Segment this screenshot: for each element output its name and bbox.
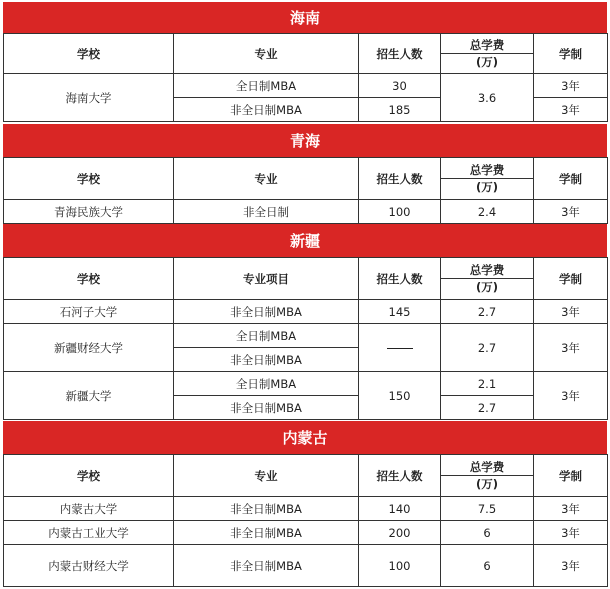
years-cell: 3年 — [534, 300, 608, 324]
table-qinghai — [3, 157, 608, 224]
header-enroll: 招生人数 — [359, 455, 441, 497]
header-fee-unit: (万) — [475, 55, 498, 69]
header-row — [4, 158, 608, 200]
header-fee-unit: (万) — [475, 180, 498, 194]
table-xinjiang — [3, 257, 608, 420]
header-fee-unit: (万) — [475, 477, 498, 491]
years-cell: 3年 — [534, 521, 608, 545]
school-cell: 新疆大学 — [4, 372, 174, 420]
years-cell: 3年 — [534, 497, 608, 521]
section-title: 新疆 — [289, 232, 320, 250]
header-years: 学制 — [534, 34, 608, 74]
fee-cell: 3.6 — [441, 74, 534, 122]
fee-cell: 6 — [441, 521, 534, 545]
section-header-neimenggu — [3, 421, 607, 454]
header-fee-label: 总学费 — [441, 37, 533, 54]
table-row — [4, 74, 608, 98]
table-row — [4, 324, 608, 348]
header-fee — [441, 455, 534, 497]
section-title: 青海 — [289, 132, 320, 150]
enroll-cell: 200 — [359, 521, 441, 545]
fee-cell: 2.1 — [441, 372, 534, 396]
header-fee — [441, 158, 534, 200]
header-school: 学校 — [4, 258, 174, 300]
major-cell: 非全日制MBA — [174, 98, 359, 122]
header-major: 专业 — [174, 455, 359, 497]
table-row — [4, 200, 608, 224]
header-major: 专业 — [174, 34, 359, 74]
school-cell: 新疆财经大学 — [4, 324, 174, 372]
header-fee — [441, 258, 534, 300]
dash-line — [387, 348, 413, 349]
header-fee — [441, 34, 534, 74]
header-enroll: 招生人数 — [359, 158, 441, 200]
header-enroll: 招生人数 — [359, 258, 441, 300]
fee-cell: 2.4 — [441, 200, 534, 224]
school-cell: 内蒙古大学 — [4, 497, 174, 521]
years-cell: 3年 — [534, 324, 608, 372]
header-years: 学制 — [534, 455, 608, 497]
enroll-cell: 100 — [359, 545, 441, 587]
years-cell: 3年 — [534, 372, 608, 420]
major-cell: 全日制MBA — [174, 324, 359, 348]
header-fee-label: 总学费 — [441, 262, 533, 279]
section-title: 内蒙古 — [282, 429, 328, 447]
years-cell: 3年 — [534, 545, 608, 587]
enroll-cell: 30 — [359, 74, 441, 98]
header-fee-label: 总学费 — [441, 459, 533, 476]
fee-cell: 2.7 — [441, 396, 534, 420]
enroll-cell: 100 — [359, 200, 441, 224]
header-row — [4, 34, 608, 74]
fee-cell: 6 — [441, 545, 534, 587]
major-cell: 非全日制 — [174, 200, 359, 224]
table-row — [4, 372, 608, 396]
school-cell: 海南大学 — [4, 74, 174, 122]
years-cell: 3年 — [534, 98, 608, 122]
major-cell: 全日制MBA — [174, 74, 359, 98]
years-cell: 3年 — [534, 74, 608, 98]
enroll-cell: 140 — [359, 497, 441, 521]
major-cell: 非全日制MBA — [174, 348, 359, 372]
section-header-hainan — [3, 2, 607, 33]
school-cell: 内蒙古财经大学 — [4, 545, 174, 587]
header-years: 学制 — [534, 158, 608, 200]
enroll-cell: 185 — [359, 98, 441, 122]
header-major: 专业项目 — [174, 258, 359, 300]
fee-cell: 2.7 — [441, 324, 534, 372]
header-school: 学校 — [4, 455, 174, 497]
table-row — [4, 497, 608, 521]
table-row — [4, 521, 608, 545]
major-cell: 非全日制MBA — [174, 300, 359, 324]
school-cell: 石河子大学 — [4, 300, 174, 324]
header-school: 学校 — [4, 158, 174, 200]
major-cell: 非全日制MBA — [174, 497, 359, 521]
table-row — [4, 545, 608, 587]
header-row — [4, 258, 608, 300]
header-fee-unit: (万) — [475, 280, 498, 294]
major-cell: 非全日制MBA — [174, 396, 359, 420]
header-fee-label: 总学费 — [441, 162, 533, 179]
section-header-qinghai — [3, 124, 607, 157]
major-cell: 非全日制MBA — [174, 521, 359, 545]
major-cell: 全日制MBA — [174, 372, 359, 396]
header-row — [4, 455, 608, 497]
years-cell: 3年 — [534, 200, 608, 224]
enroll-cell: 150 — [359, 372, 441, 420]
enroll-cell: 145 — [359, 300, 441, 324]
fee-cell: 2.7 — [441, 300, 534, 324]
major-cell: 非全日制MBA — [174, 545, 359, 587]
header-enroll: 招生人数 — [359, 34, 441, 74]
fee-cell: 7.5 — [441, 497, 534, 521]
section-header-xinjiang — [3, 224, 607, 257]
mba-admissions-page — [3, 0, 607, 589]
enroll-cell-empty — [359, 324, 441, 372]
header-school: 学校 — [4, 34, 174, 74]
table-hainan — [3, 33, 608, 122]
section-title: 海南 — [289, 9, 320, 27]
table-row — [4, 300, 608, 324]
header-major: 专业 — [174, 158, 359, 200]
school-cell: 内蒙古工业大学 — [4, 521, 174, 545]
header-years: 学制 — [534, 258, 608, 300]
table-neimenggu — [3, 454, 608, 587]
school-cell: 青海民族大学 — [4, 200, 174, 224]
